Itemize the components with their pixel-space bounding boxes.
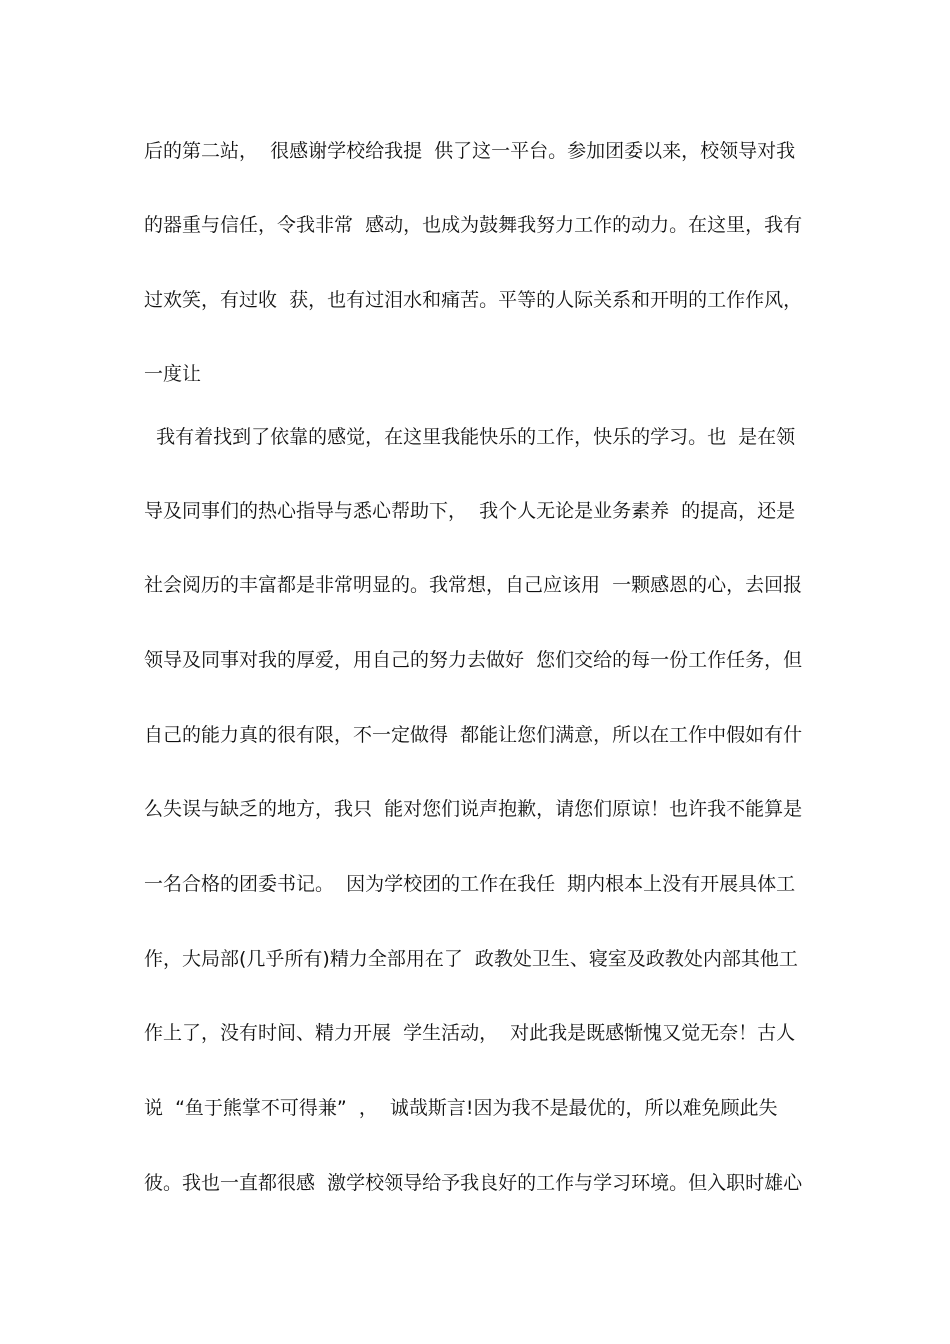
text-line: 作上了，没有时间、精力开展 学生活动， 对此我是既感惭愧又觉无奈！古人 <box>144 1022 796 1044</box>
text-line: 作，大局部(几乎所有)精力全部用在了 政教处卫生、寝室及政教处内部其他工 <box>144 948 798 970</box>
text-line: 说 “鱼于熊掌不可得兼” ， 诚哉斯言!因为我不是最优的，所以难免顾此失 <box>144 1097 778 1119</box>
text-line: 过欢笑，有过收 获，也有过泪水和痛苦。平等的人际关系和开明的工作作风， <box>144 289 803 311</box>
text-line: 社会阅历的丰富都是非常明显的。我常想，自己应该用 一颗感恩的心，去回报 <box>144 574 803 596</box>
text-line: 导及同事们的热心指导与悉心帮助下， 我个人无论是业务素养 的提高，还是 <box>144 500 796 522</box>
text-line: 我有着找到了依靠的感觉，在这里我能快乐的工作，快乐的学习。也 是在领 <box>144 426 796 448</box>
text-line: 一度让 <box>144 363 202 385</box>
text-line: 么失误与缺乏的地方，我只 能对您们说声抱歉，请您们原谅！也许我不能算是 <box>144 798 803 820</box>
text-line: 后的第二站， 很感谢学校给我提 供了这一平台。参加团委以来，校领导对我 <box>144 140 796 162</box>
text-line: 一名合格的团委书记。 因为学校团的工作在我任 期内根本上没有开展具体工 <box>144 873 796 895</box>
text-line: 自己的能力真的很有限，不一定做得 都能让您们满意，所以在工作中假如有什 <box>144 724 803 746</box>
text-line: 彼。我也一直都很感 激学校领导给予我良好的工作与学习环境。但入职时雄心 <box>144 1172 803 1194</box>
text-line: 的器重与信任，令我非常 感动，也成为鼓舞我努力工作的动力。在这里，我有 <box>144 214 803 236</box>
text-line: 领导及同事对我的厚爱，用自己的努力去做好 您们交给的每一份工作任务，但 <box>144 649 803 671</box>
